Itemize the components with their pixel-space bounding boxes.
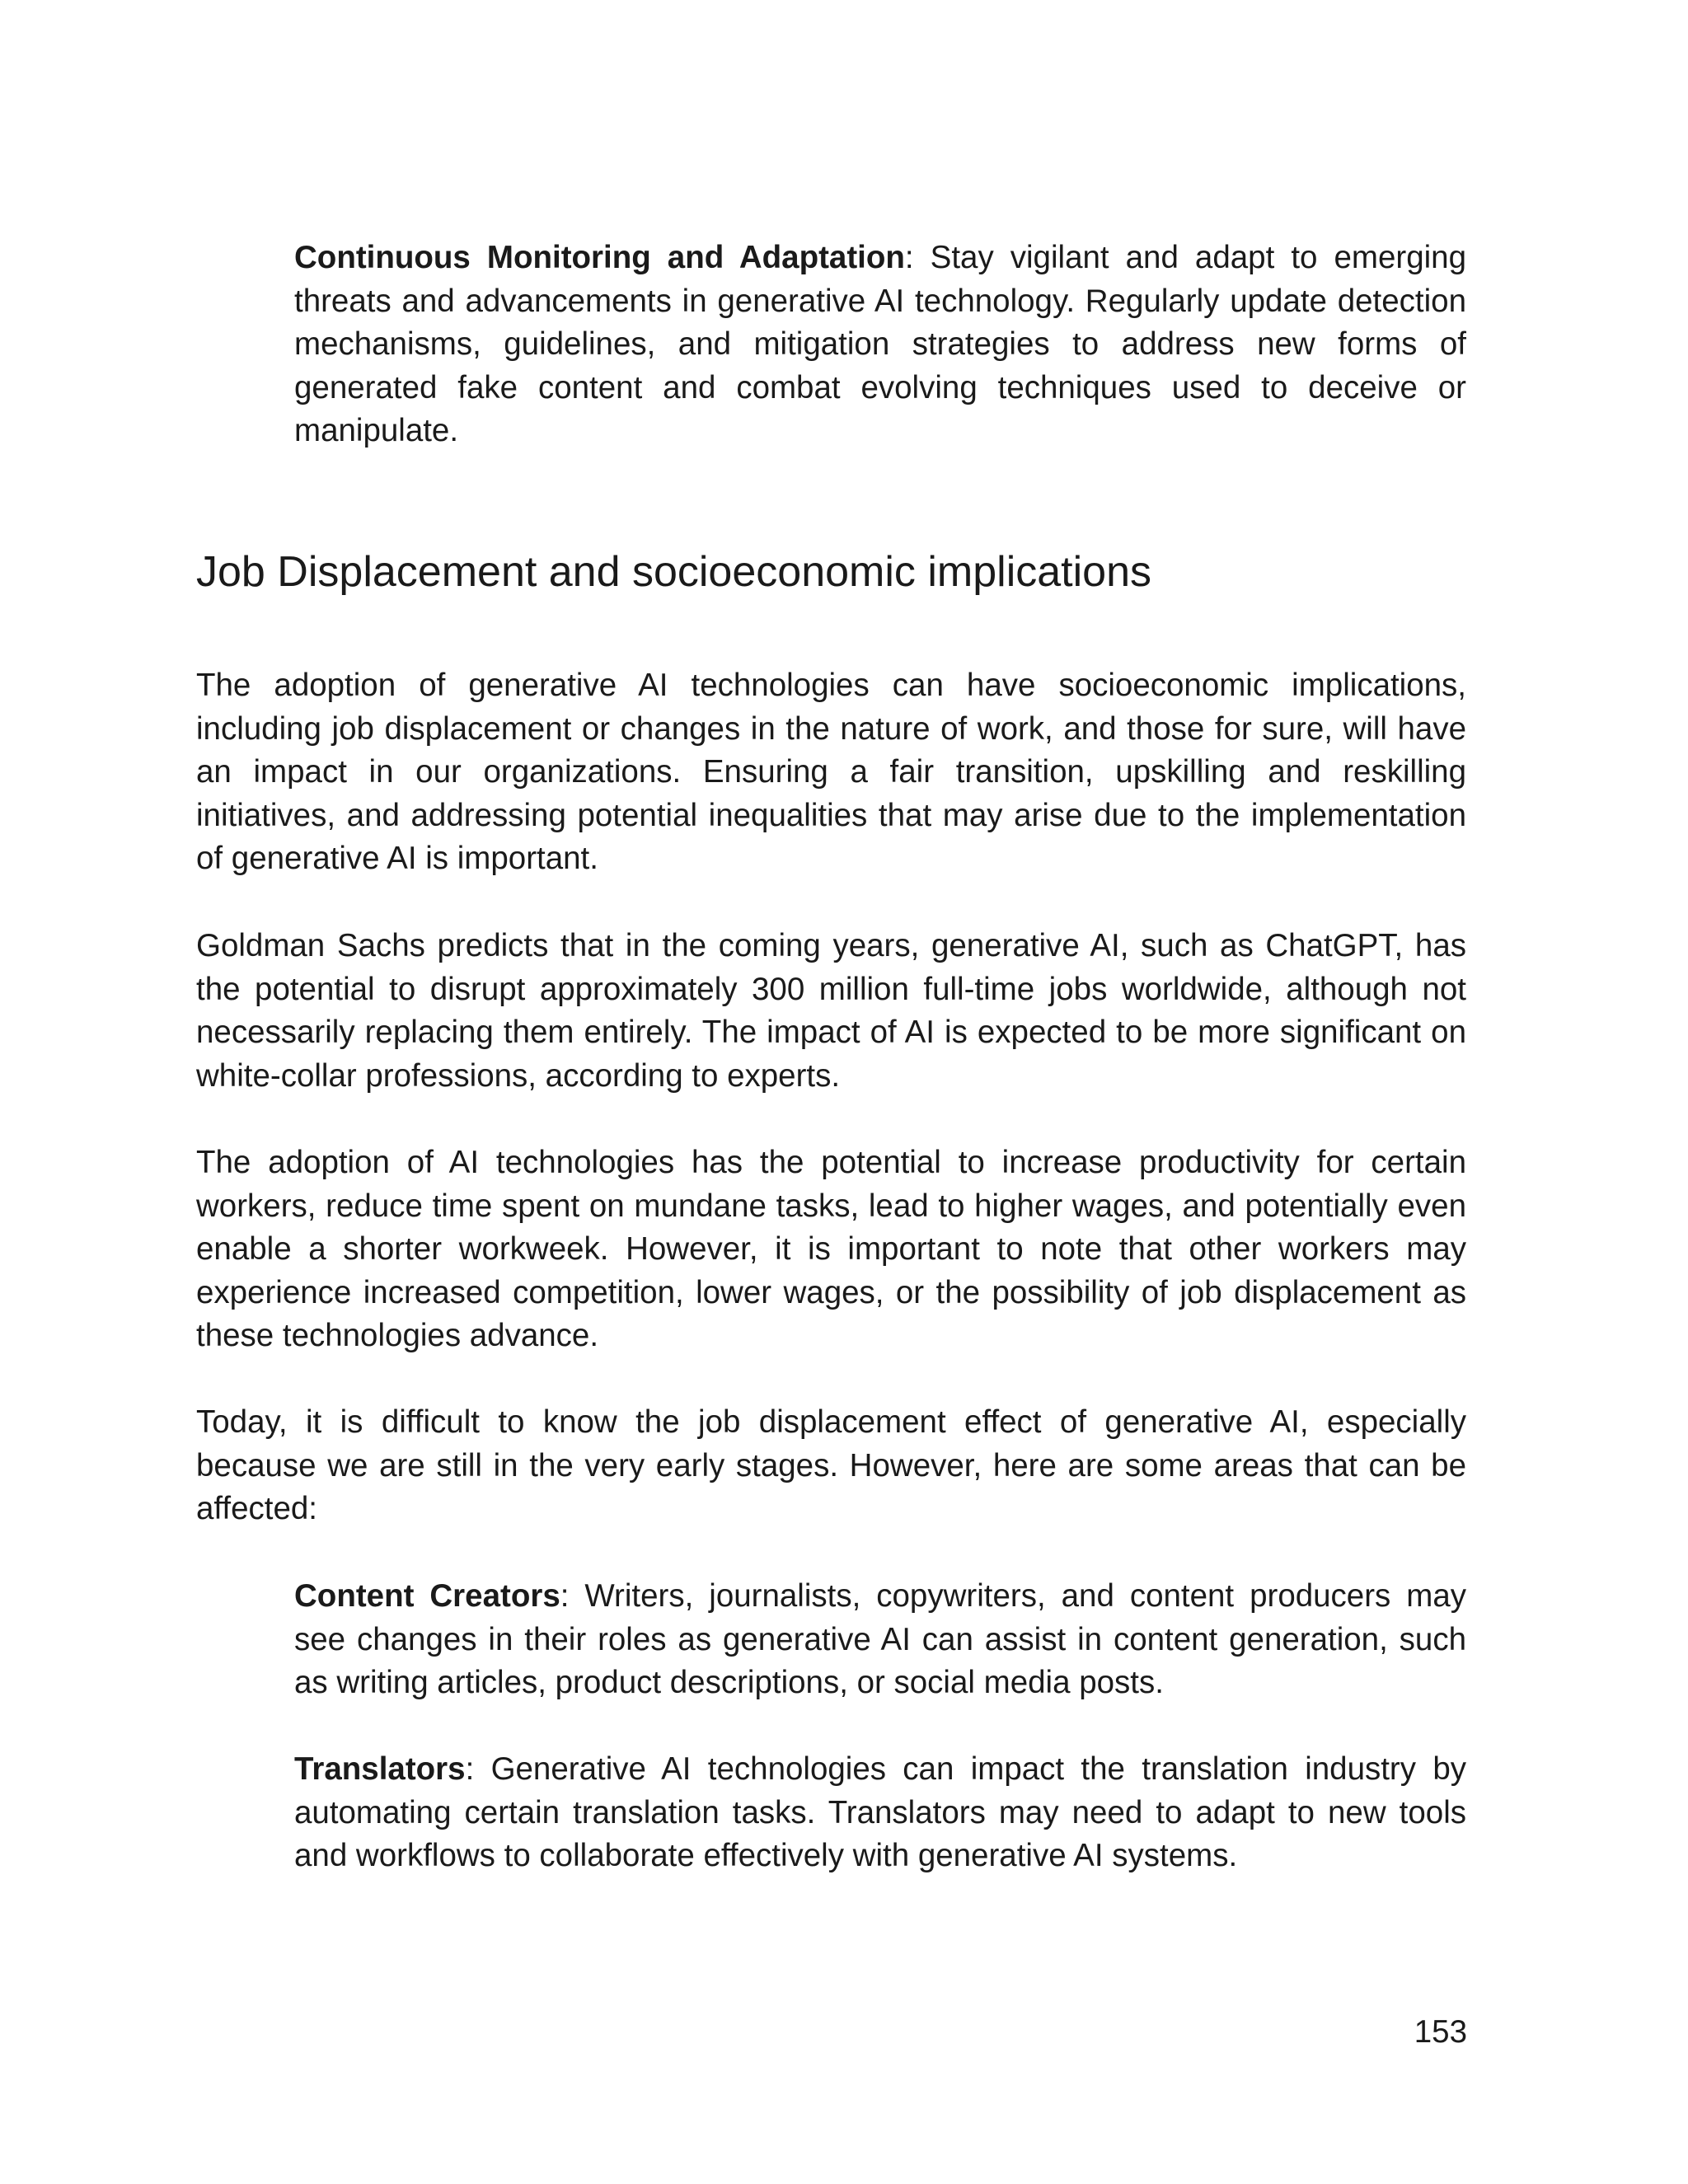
intro-item-continuous-monitoring: [294, 237, 1466, 453]
affected-area-bold-lead: Translators: [294, 1751, 466, 1787]
intro-item-bold-lead: Continuous Monitoring and Adaptation: [294, 240, 905, 275]
intro-item-body: : Stay vigilant and adapt to emerging threats and advancements in generative AI technology. Regularly update detection mechanisms, guidelines, and mitigation strategies to address new forms of generated fake content and combat evolving techniques used to deceive or manipulate.: [294, 240, 1466, 449]
paragraph-goldman-sachs: Goldman Sachs predicts that in the coming years, generative AI, such as ChatGPT, has the potential to disrupt approximately 300 million full-time jobs worldwide, although not necessarily replacing them entirely. The impact of AI is expected to be more significant on white-collar professions, according to experts.: [196, 928, 1466, 1094]
affected-area-body: : Writers, journalists, copywriters, and content producers may see changes in their roles as generative AI can assist in content generation, such as writing articles, product descriptions, or social media posts.: [294, 1578, 1466, 1701]
affected-area-translators: [294, 1748, 1466, 1878]
page-number: 153: [1414, 2014, 1467, 2050]
paragraph-productivity: The adoption of AI technologies has the potential to increase productivity for certain workers, reduce time spent on mundane tasks, lead to higher wages, and potentially even enable a shorter workweek. However, it is important to note that other workers may experience increased competition, lower wages, or the possibility of job displacement as these technologies advance.: [196, 1145, 1466, 1354]
affected-area-body: : Generative AI technologies can impact the translation industry by automating certain translation tasks. Translators may need to adapt to new tools and workflows to collaborate effectively with generative AI systems.: [294, 1751, 1466, 1874]
section-heading: Job Displacement and socioeconomic implications: [196, 548, 1152, 596]
affected-area-bold-lead: Content Creators: [294, 1578, 560, 1614]
paragraph-early-stages: Today, it is difficult to know the job displacement effect of generative AI, especially because we are still in the very early stages. However, here are some areas that can be affected:: [196, 1404, 1466, 1527]
paragraph-adoption-implications: The adoption of generative AI technologies can have socioeconomic implications, including job displacement or changes in the nature of work, and those for sure, will have an impact in our organizations. Ensuring a fair transition, upskilling and reskilling initiatives, and addressing potential inequalities that may arise due to the implementation of generative AI is important.: [196, 668, 1466, 877]
affected-area-content-creators: [294, 1575, 1466, 1705]
